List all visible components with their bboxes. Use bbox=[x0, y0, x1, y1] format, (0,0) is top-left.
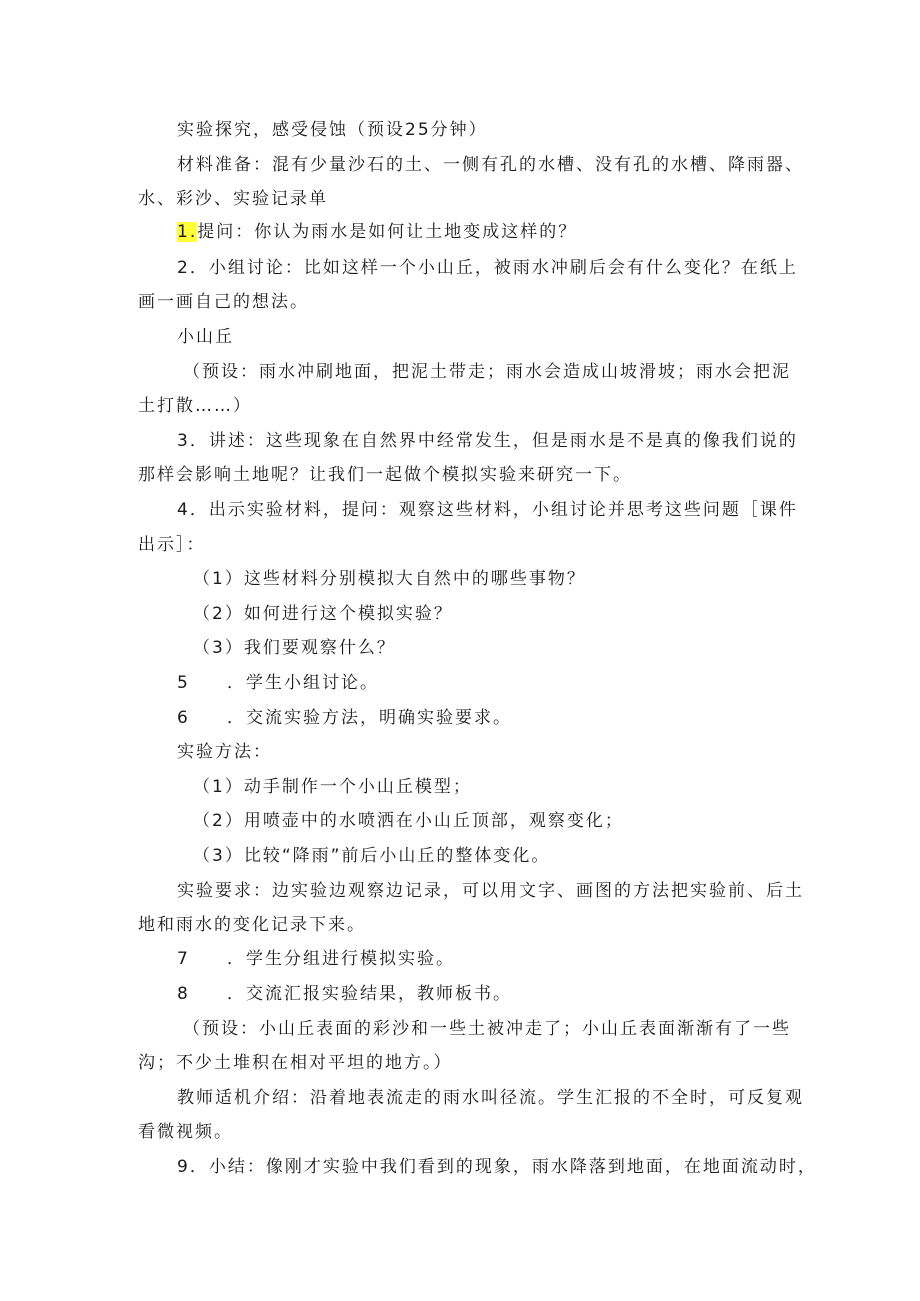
step-8 bbox=[177, 982, 512, 1006]
step-1-number-highlight: 1. bbox=[177, 222, 198, 242]
step-3-line-1: 3．讲述：这些现象在自然界中经常发生，但是雨水是不是真的像我们说的 bbox=[177, 431, 798, 451]
step-7 bbox=[177, 947, 455, 971]
teacher-intro-line-2: 看微视频。 bbox=[138, 1122, 233, 1142]
step-7-text: ．学生分组进行模拟实验。 bbox=[227, 949, 455, 969]
method-title: 实验方法： bbox=[177, 742, 272, 762]
step-6-text: ．交流实验方法，明确实验要求。 bbox=[227, 708, 512, 728]
method-1: （1）动手制作一个小山丘模型； bbox=[193, 777, 472, 797]
preset-2-line-1: （预设：小山丘表面的彩沙和一些土被冲走了；小山丘表面渐渐有了一些 bbox=[183, 1019, 791, 1039]
preset-1-line-2: 土打散……） bbox=[138, 396, 252, 416]
preset-2-line-2: 沟；不少土堆积在相对平坦的地方。） bbox=[138, 1053, 453, 1073]
requirements-line-2: 地和雨水的变化记录下来。 bbox=[138, 915, 366, 935]
preset-1-line-1: （预设：雨水冲刷地面，把泥土带走；雨水会造成山坡滑坡；雨水会把泥 bbox=[183, 362, 791, 382]
step-8-text: ．交流汇报实验结果，教师板书。 bbox=[227, 984, 512, 1004]
step-4-line-1: 4．出示实验材料，提问：观察这些材料，小组讨论并思考这些问题［课件 bbox=[177, 500, 798, 520]
step-9: 9．小结：像刚才实验中我们看到的现象，雨水降落到地面，在地面流动时， bbox=[177, 1157, 817, 1177]
step-5-number: 5 bbox=[177, 673, 190, 693]
step-6-number: 6 bbox=[177, 708, 190, 728]
step-4-line-2: 出示］： bbox=[138, 535, 206, 555]
question-3: （3）我们要观察什么？ bbox=[193, 638, 396, 658]
method-3: （3）比较“降雨”前后小山丘的整体变化。 bbox=[193, 846, 551, 866]
step-2-line-2: 画一画自己的想法。 bbox=[138, 292, 309, 312]
method-2: （2）用喷壶中的水喷洒在小山丘顶部，观察变化； bbox=[193, 811, 624, 831]
step-1-text: 提问：你认为雨水是如何让土地变成这样的？ bbox=[197, 222, 578, 242]
question-2: （2）如何进行这个模拟实验？ bbox=[193, 604, 453, 624]
step-7-number: 7 bbox=[177, 949, 190, 969]
section-title: 实验探究，感受侵蚀（预设25分钟） bbox=[177, 120, 488, 140]
question-1: （1）这些材料分别模拟大自然中的哪些事物？ bbox=[193, 569, 586, 589]
step-1 bbox=[177, 220, 577, 244]
step-6 bbox=[177, 706, 512, 730]
step-5-text: ．学生小组讨论。 bbox=[227, 673, 379, 693]
step-3-line-2: 那样会影响土地呢？让我们一起做个模拟实验来研究一下。 bbox=[138, 465, 632, 485]
step-2-line-1: 2．小组讨论：比如这样一个小山丘，被雨水冲刷后会有什么变化？在纸上 bbox=[177, 258, 798, 278]
materials-line-2: 水、彩沙、实验记录单 bbox=[138, 189, 328, 209]
step-5 bbox=[177, 671, 379, 695]
step-8-number: 8 bbox=[177, 984, 190, 1004]
materials-line-1: 材料准备：混有少量沙石的土、一侧有孔的水槽、没有孔的水槽、降雨器、 bbox=[177, 155, 804, 175]
hill-label: 小山丘 bbox=[177, 327, 234, 347]
requirements-line-1: 实验要求：边实验边观察边记录，可以用文字、画图的方法把实验前、后土 bbox=[177, 881, 804, 901]
teacher-intro-line-1: 教师适机介绍：沿着地表流走的雨水叫径流。学生汇报的不全时，可反复观 bbox=[177, 1088, 804, 1108]
